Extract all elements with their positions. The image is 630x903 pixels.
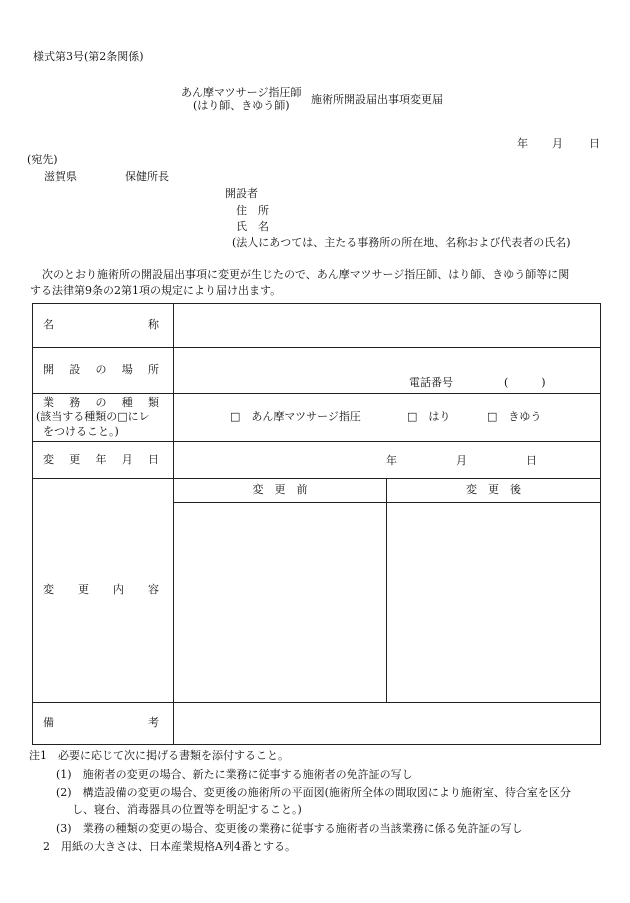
header-after-change: 変 更 後 xyxy=(387,479,601,503)
note-1-1: (1) 施術者の変更の場合、新たに業務に従事する施術者の免許証の写し xyxy=(56,768,413,781)
change-date-month: 月 xyxy=(456,454,467,467)
note-2: 2 用紙の大きさは、日本産業規格A列4番とする。 xyxy=(43,840,296,853)
label-business-type: 業 務 の 種 類 (該当する種類の□にレ をつけること。) xyxy=(33,394,174,442)
intro-line2: する法律第9条の2第1項の規定により届け出ます。 xyxy=(30,284,282,297)
checkbox-massage[interactable]: □ あん摩マツサージ指圧 xyxy=(230,410,361,423)
title-line2: (はり師、きゆう師) xyxy=(193,99,290,112)
date-year-label: 年 xyxy=(517,137,528,150)
change-date-year: 年 xyxy=(386,454,397,467)
form-table xyxy=(32,303,601,745)
note-1-2-line2: し、寝台、消毒器具の位置等を明記すること。) xyxy=(72,803,302,816)
form-number: 様式第3号(第2条関係) xyxy=(33,50,144,63)
intro-line1: 次のとおり施術所の開設届出事項に変更が生じたので、あん摩マツサージ指圧師、はり師、きゆう師等に関 xyxy=(42,268,570,281)
date-month-label: 月 xyxy=(552,137,563,150)
field-name[interactable] xyxy=(174,304,601,348)
title-suffix: 施術所開設届出事項変更届 xyxy=(311,93,443,106)
addressee-label: (宛先) xyxy=(27,153,58,166)
addressee-office: 保健所長 xyxy=(125,170,169,183)
applicant-name-label: 氏 名 xyxy=(236,220,269,233)
label-location: 開 設 の 場 所 xyxy=(33,348,174,394)
field-after-change[interactable] xyxy=(387,503,601,703)
field-business-type xyxy=(174,394,601,442)
note-1: 注1 必要に応じて次に掲げる書類を添付すること。 xyxy=(29,749,289,762)
applicant-note: (法人にあつては、主たる事務所の所在地、名称および代表者の氏名) xyxy=(232,236,571,249)
field-change-date[interactable] xyxy=(174,442,601,479)
applicant-label: 開設者 xyxy=(225,187,258,200)
checkbox-kyu[interactable]: □ きゆう xyxy=(487,410,542,423)
field-location[interactable] xyxy=(174,348,601,394)
checkbox-hari[interactable]: □ はり xyxy=(407,410,451,423)
phone-label: 電話番号 xyxy=(409,376,453,389)
note-1-2-line1: (2) 構造設備の変更の場合、変更後の施術所の平面図(施術所全体の間取図により施術室、待合室を区分 xyxy=(56,786,571,799)
field-remarks[interactable] xyxy=(174,703,601,745)
title-line1: あん摩マツサージ指圧師 xyxy=(181,86,302,99)
label-name: 名 称 xyxy=(33,304,174,348)
change-date-day: 日 xyxy=(526,454,537,467)
label-change-date: 変 更 年 月 日 xyxy=(33,442,174,479)
date-day-label: 日 xyxy=(589,137,600,150)
applicant-address-label: 住 所 xyxy=(236,204,269,217)
label-change-content: 変 更 内 容 xyxy=(33,479,174,703)
addressee-prefecture: 滋賀県 xyxy=(44,170,77,183)
note-1-3: (3) 業務の種類の変更の場合、変更後の業務に従事する施術者の当該業務に係る免許証の写し xyxy=(56,822,523,835)
phone-parens[interactable]: ( ) xyxy=(504,376,546,389)
label-remarks: 備 考 xyxy=(33,703,174,745)
header-before-change: 変 更 前 xyxy=(174,479,387,503)
field-before-change[interactable] xyxy=(174,503,387,703)
